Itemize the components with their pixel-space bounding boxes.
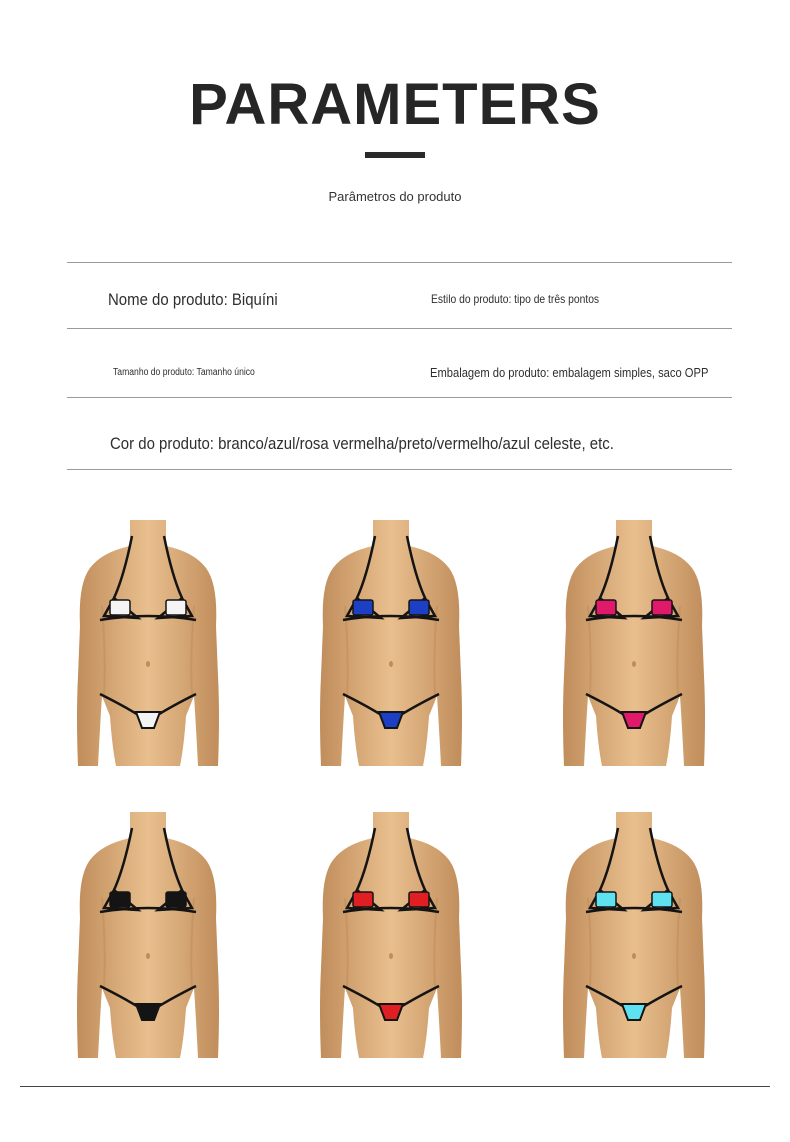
table-divider (67, 328, 732, 329)
product-photo (554, 808, 714, 1058)
product-photo (68, 516, 228, 766)
param-product-name: Nome do produto: Biquíni (108, 290, 278, 309)
product-photo (68, 808, 228, 1058)
product-photo (311, 808, 471, 1058)
param-product-style: Estilo do produto: tipo de três pontos (431, 292, 600, 306)
product-photo (311, 516, 471, 766)
table-divider (67, 397, 732, 398)
param-product-packaging: Embalagem do produto: embalagem simples, saco OPP (430, 365, 709, 380)
product-photo (554, 516, 714, 766)
table-divider (67, 262, 732, 263)
title-underline (365, 152, 425, 158)
param-product-colors: Cor do produto: branco/azul/rosa vermelha/preto/vermelho/azul celeste, etc. (110, 434, 614, 453)
footer-divider (20, 1086, 770, 1087)
page-title: PARAMETERS (189, 72, 601, 137)
page-subtitle: Parâmetros do produto (328, 189, 462, 204)
table-divider (67, 469, 732, 470)
param-product-size: Tamanho do produto: Tamanho único (113, 367, 255, 378)
